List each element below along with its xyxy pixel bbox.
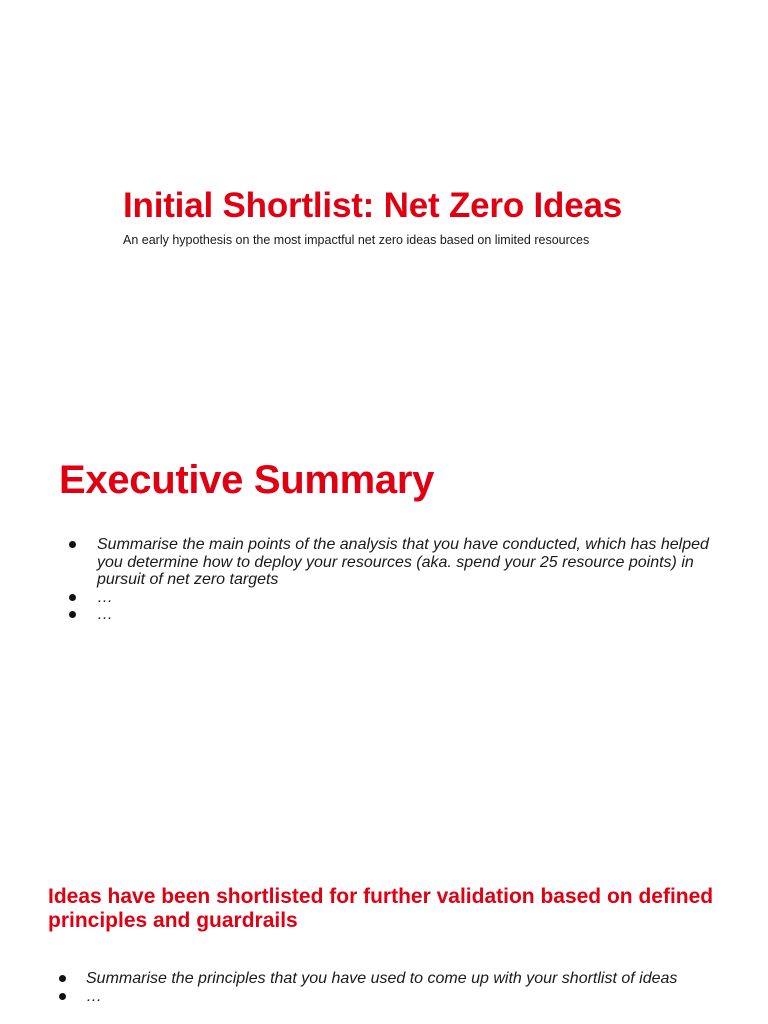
executive-summary-title: Executive Summary xyxy=(59,458,435,502)
bullet-icon xyxy=(69,594,76,601)
list-item xyxy=(97,589,727,607)
bullet-text: … xyxy=(97,588,113,606)
bullet-icon xyxy=(59,993,66,1000)
list-item xyxy=(97,606,727,624)
bullet-text: Summarise the main points of the analysis that you have conducted, which has helped you determine how to deploy your resources (aka. spend your 25 resource points) in pursuit of net zero targets xyxy=(97,536,709,588)
list-item xyxy=(86,988,726,1006)
list-item xyxy=(86,970,726,988)
bullet-text: … xyxy=(97,606,113,623)
ideas-shortlist-bullets xyxy=(86,970,726,1005)
bullet-text: … xyxy=(86,987,102,1005)
bullet-icon xyxy=(69,611,76,618)
slide-title: Initial Shortlist: Net Zero Ideas xyxy=(123,186,623,225)
bullet-text: Summarise the principles that you have used to come up with your shortlist of ideas xyxy=(86,970,678,987)
executive-summary-bullets xyxy=(97,536,727,624)
ideas-shortlist-title: Ideas have been shortlisted for further validation based on defined principles and guardrails xyxy=(48,885,714,932)
list-item xyxy=(97,536,727,589)
slide-subtitle: An early hypothesis on the most impactful net zero ideas based on limited resources xyxy=(123,233,590,247)
bullet-icon xyxy=(59,975,66,982)
bullet-icon xyxy=(69,541,76,548)
